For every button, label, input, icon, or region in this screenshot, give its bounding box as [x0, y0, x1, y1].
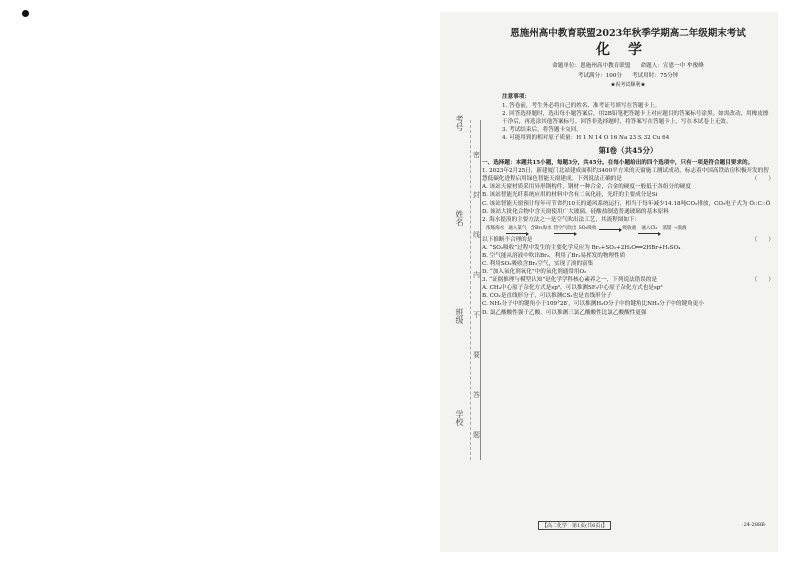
q3-option-d: D. 氯乙酸酸性强于乙酸，可以推测三氯乙酸酸性比氯乙酸酸性更强	[482, 309, 647, 316]
note-item: 1. 答卷前，考生务必将自己的姓名、准考证号填写在答题卡上。	[502, 102, 661, 109]
q1-option-b: B. 该站智能光纤系统应用的材料中含有二氧化硅，光纤的主要成分是Si	[482, 192, 658, 199]
exam-info-line	[482, 72, 774, 80]
seal-line	[480, 120, 481, 460]
arrow-icon	[506, 233, 528, 234]
arrow-icon	[638, 233, 660, 234]
binding-strip	[446, 115, 470, 460]
flow-step: 含Br₂海水	[530, 226, 552, 232]
q1-option-a: A. 该站天窗材质采用异形钢构件，钢材一种合金，合金的硬度一般低于各组分的硬度	[482, 184, 691, 191]
seal-word: 不	[473, 311, 480, 319]
q3-option-b: B. CO₂是直线形分子，可以推测CS₂也是直线形分子	[482, 293, 612, 300]
seal-word: 答	[473, 391, 480, 399]
note-item: 2. 回答选择题时，选出每小题答案后，用2B铅笔把答题卡上对应题目的答案标号涂黑。如需改动，用橡皮擦干净后，再选涂其他答案标号。回答非选择题时，将答案写在答题卡上，写在本试卷上无效。	[502, 110, 769, 125]
proposer-unit: 命题单位：恩施州高中教育联盟	[552, 63, 631, 69]
xingming-label: 姓名	[455, 210, 464, 226]
seal-word: 线	[473, 231, 480, 239]
scan-dot	[22, 10, 29, 17]
q1-option-c: C. 该站智能天窗预计每年可节省约10天的通风系统运行，相当于每年减少14.18吨CO₂排放，CO₂电子式为 Ö::C::Ö	[482, 200, 771, 207]
cut-line	[470, 120, 472, 460]
q2-option-d: D. “加入氧化剂氧化”中的氧化剂通常用O₂	[482, 268, 587, 275]
flow-arrow-label: 热空气吹出	[553, 225, 577, 231]
exam-content	[482, 28, 774, 538]
section-heading: 一、选择题：本题共15小题，每题3分，共45分。在每小题给出的四个选项中，只有一项是符合题目要求的。	[482, 160, 754, 166]
q3-stem: 3. “证据推理与模型认知”是化学学科核心素养之一，下列说法错误的是	[482, 277, 658, 284]
q2-answer-paren: （ ）	[751, 236, 774, 243]
q2-option-b: B. 空气能从溶液中吹出Br₂，利用了Br₂易挥发的物理性质	[482, 252, 626, 259]
question-2	[482, 216, 774, 276]
flow-arrow-label: 通入Cl₂	[641, 225, 658, 231]
q3-answer-paren: （ ）	[751, 277, 774, 284]
proposer: 命题人：宣恩一中 牟俊峰	[640, 63, 704, 69]
notes	[502, 93, 774, 142]
flow-step: SO₂吸收	[578, 226, 597, 232]
seal-word: 内	[473, 271, 480, 279]
seal-word: 密	[473, 151, 480, 159]
paper-code: ·24-288B·	[742, 522, 767, 528]
note-item: 3. 考试结束后，将答题卡交回。	[502, 126, 582, 133]
q1-option-d: D. 该站大批化合物中含天窗使用广大玻璃、硅酸盐制造普通玻璃的基本原料	[482, 208, 669, 215]
exam-subject: 化学	[596, 42, 660, 58]
flow-arrow-label: 通入氯气	[508, 225, 527, 231]
banji-label: 班级	[455, 308, 464, 324]
note-item: 4. 可能用到的相对原子质量：H 1 N 14 O 16 Na 23 S 32 Cu 64	[502, 135, 670, 142]
full-score: 考试满分：100分	[577, 73, 622, 80]
part1-heading: 第Ⅰ卷（共45分）	[598, 146, 658, 156]
q3-option-c: C. NH₃分子中的键角小于109°28′，可以推测H₂O分子中的键角比NH₃分子中的键角更小	[482, 301, 704, 308]
q1-answer-paren: （ ）	[751, 176, 774, 183]
seal-word: 要	[473, 351, 480, 359]
q2-flowchart	[486, 226, 774, 234]
seal-word: 封	[473, 191, 480, 199]
flow-step: 浓缩海水	[486, 226, 505, 232]
exam-title: 恩施州高中教育联盟2023年秋季学期高二年级期末考试	[510, 28, 746, 39]
proposer-line	[482, 62, 774, 70]
kaohao-label: 考号	[455, 115, 464, 131]
q2-option-c: C. 利用SO₂吸收含Br₂空气，实现了溴的富集	[482, 260, 594, 267]
q2-stem: 2. 海水提溴的主要方法之一是空气吹出法工艺，其流程图如下：	[482, 216, 641, 223]
q2-option-a: A. “SO₂吸收”过程中发生的主要化学反应为 Br₂+SO₂+2H₂O══2HBr+H₂SO₄	[482, 244, 681, 251]
duration: 考试用时：75分钟	[631, 73, 679, 80]
xuexiao-label: 学校	[455, 410, 464, 426]
question-3	[482, 276, 774, 317]
wish-line: ★祝考试顺利★	[610, 82, 646, 89]
q2-sub: 以下推断不合理的是	[482, 236, 533, 243]
page-footer: 【高二化学 第1页(共6页)】	[538, 521, 611, 530]
notes-heading: 注意事项：	[502, 94, 530, 101]
arrow-icon	[599, 229, 621, 230]
q3-option-a: A. CH₄中心原子杂化方式是sp³，可以推测SF₆中心原子杂化方式也是sp³	[482, 285, 663, 292]
flow-step: 蒸馏	[662, 226, 672, 232]
flow-step: →溴液	[673, 226, 687, 232]
q1-stem: 1. 2023年2月25日，新建厦门北站建成面积约3400平方米的天窗施工测试成功，标志着中国高铁站房积极开发的智慧低碳化进程启用绿色智能天窗建成。下列说法正确的是	[482, 168, 769, 183]
seal-word: 题	[473, 431, 480, 439]
question-1	[482, 167, 774, 216]
flow-step: 吸收液	[622, 226, 637, 232]
arrow-icon	[554, 233, 576, 234]
